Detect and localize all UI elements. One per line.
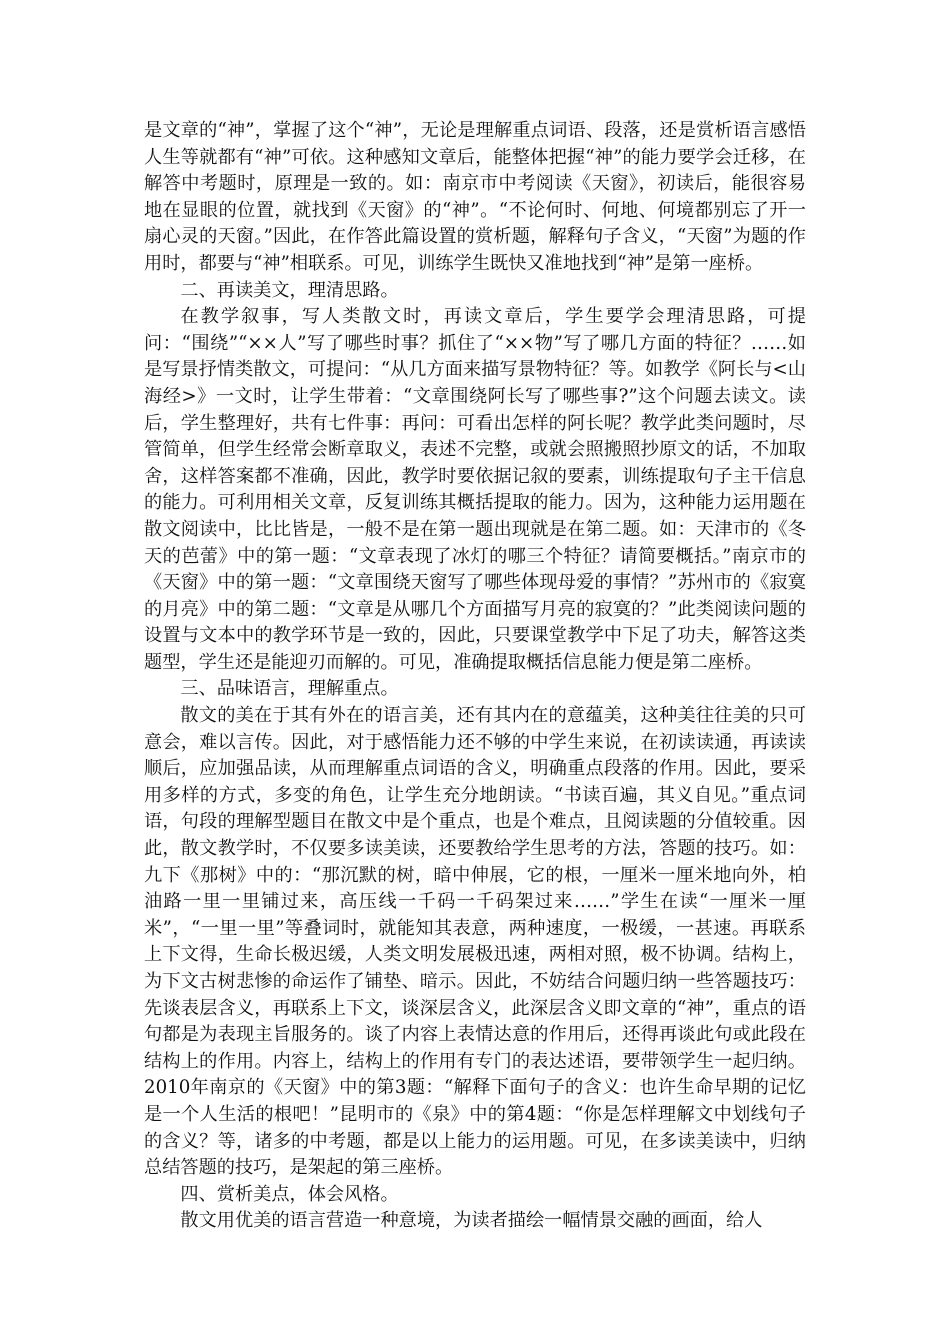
section-heading-3: 三、品味语言，理解重点。	[180, 678, 399, 700]
paragraph-2: 在教学叙事，写人类散文时，再读文章后，学生要学会理清思路，可提问：“围绕”“××人”写了哪些时事？抓住了“××物”写了哪几方面的特征？……如是写景抒情类散文，可提问：“从几方面来描写景物特征？等。如教学《阿长与<山海经>》一文时，让学生带着：“文章围绕阿长写了哪些事?”这个问题去读文。读后，学生整理好，共有七件事：再问：可看出怎样的阿长呢？教学此类问题时，尽管简单，但学生经常会断章取义，表述不完整，或就会照搬照抄原文的话，不加取舍，这样答案都不准确，因此，教学时要依据记叙的要素，训练提取句子主干信息的能力。可利用相关文章，反复训练其概括提取的能力。因为，这种能力运用题在散文阅读中，比比皆是，一般不是在第一题出现就是在第二题。如：天津市的《冬天的芭蕾》中的第一题：“文章表现了冰灯的哪三个特征？请简要概括。”南京市的《天窗》中的第一题：“文章围绕天窗写了哪些体现母爱的事情？”苏州市的《寂寞的月亮》中的第二题：“文章是从哪几个方面描写月亮的寂寞的？”此类阅读问题的设置与文本中的教学环节是一致的，因此，只要课堂教学中下足了功夫，解答这类题型，学生还是能迎刃而解的。可见，准确提取概括信息能力便是第二座桥。	[144, 306, 806, 673]
paragraph-1: 是文章的“神”，掌握了这个“神”，无论是理解重点词语、段落，还是赏析语言感悟人生等就都有“神”可依。这种感知文章后，能整体把握“神”的能力要学会迁移，在解答中考题时，原理是一致的。如：南京市中考阅读《天窗》，初读后，能很容易地在显眼的位置，就找到《天窗》的“神”。“不论何时、何地、何境都别忘了开一扇心灵的天窗。”因此，在作答此篇设置的赏析题，解释句子含义，“天窗”为题的作用时，都要与“神”相联系。可见，训练学生既快又准地找到“神”是第一座桥。	[144, 120, 806, 274]
document-page	[144, 118, 806, 1235]
paragraph-4: 散文用优美的语言营造一种意境，为读者描绘一幅情景交融的画面，给人	[180, 1210, 763, 1232]
section-heading-2: 二、再读美文，理清思路。	[180, 279, 399, 301]
paragraph-3: 散文的美在于其有外在的语言美，还有其内在的意蕴美，这种美往往美的只可意会，难以言传。因此，对于感悟能力还不够的中学生来说，在初读读通，再读读顺后，应加强品读，从而理解重点词语的含义，明确重点段落的作用。因此，要采用多样的方式，多变的角色，让学生充分地朗读。“书读百遍，其义自见。”重点词语，句段的理解型题目在散文中是个重点，也是个难点，且阅读题的分值较重。因此，散文教学时，不仅要多读美读，还要教给学生思考的方法，答题的技巧。如：九下《那树》中的：“那沉默的树，暗中伸展，它的根，一厘米一厘米地向外，柏油路一里一里铺过来，高压线一千码一千码架过来……”学生在读“一厘米一厘米”，“一里一里”等叠词时，就能知其表意，两种速度，一极缓，一甚速。再联系上下文得，生命长极迟缓，人类文明发展极迅速，两相对照，极不协调。结构上，为下文古树悲惨的命运作了铺垫、暗示。因此，不妨结合问题归纳一些答题技巧：先谈表层含义，再联系上下文，谈深层含义，此深层含义即文章的“神”，重点的语句都是为表现主旨服务的。谈了内容上表情达意的作用后，还得再谈此句或此段在结构上的作用。内容上，结构上的作用有专门的表达述语，要带领学生一起归纳。2010年南京的《天窗》中的第3题：“解释下面句子的含义：也许生命早期的记忆是一个人生活的根吧！”昆明市的《泉》中的第4题：“你是怎样理解文中划线句子的含义？等，诸多的中考题，都是以上能力的运用题。可见，在多读美读中，归纳总结答题的技巧，是架起的第三座桥。	[144, 705, 806, 1179]
section-heading-4: 四、赏析美点，体会风格。	[180, 1183, 399, 1205]
